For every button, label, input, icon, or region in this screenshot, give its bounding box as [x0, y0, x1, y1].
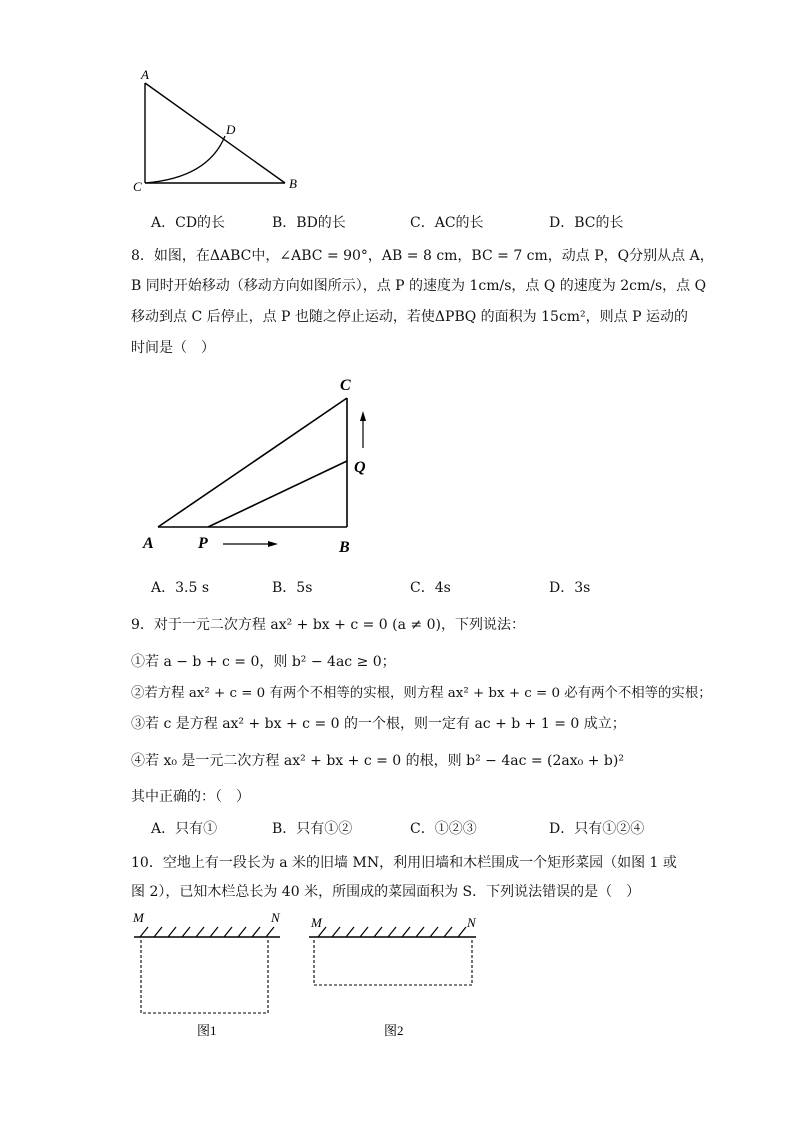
label-a: A: [141, 67, 149, 82]
label-b: B: [289, 176, 297, 191]
q9-option-b[interactable]: B．只有①②: [272, 821, 353, 837]
q9-statement-1: ①若 a − b + c = 0，则 b² − 4ac ≥ 0；: [131, 654, 396, 670]
q8-line3: 移动到点 C 后停止，点 P 也随之停止运动，若使ΔPBQ 的面积为 15cm²，则点 P 运动的: [131, 309, 688, 325]
q9-statement-3: ③若 c 是方程 ax² + bx + c = 0 的一个根，则一定有 ac + b + 1 = 0 成立；: [131, 716, 626, 732]
q9-option-a[interactable]: A．只有①: [151, 821, 218, 837]
q9-stem: 9．对于一元二次方程 ax² + bx + c = 0 (a ≠ 0)，下列说法：: [131, 617, 525, 633]
label-n: N: [271, 910, 280, 925]
q8-option-c[interactable]: C．4s: [410, 580, 451, 596]
q7-option-d[interactable]: D．BC的长: [549, 215, 624, 231]
q8-line4: 时间是（ ）: [131, 340, 215, 356]
label-m: M: [311, 915, 322, 930]
q8-option-a[interactable]: A．3.5 s: [151, 580, 210, 596]
fence-dashed: [141, 940, 268, 1013]
q10-figure-2: [306, 908, 486, 1043]
q7-option-b[interactable]: B．BD的长: [272, 215, 346, 231]
q9-option-c[interactable]: C．①②③: [410, 821, 477, 837]
side-ab: [145, 83, 285, 183]
caption-fig2: 图2: [384, 1023, 404, 1038]
q8-option-d[interactable]: D．3s: [549, 580, 591, 596]
arrow-p-head: [268, 541, 278, 547]
q9-ask: 其中正确的：（ ）: [131, 789, 250, 805]
label-n: N: [467, 915, 476, 930]
q9-option-d[interactable]: D．只有①②④: [549, 821, 645, 837]
q7-option-a[interactable]: A．CD的长: [151, 215, 226, 231]
label-q: Q: [354, 459, 366, 476]
q8-figure: [138, 372, 378, 562]
label-p: P: [198, 535, 208, 552]
fence-dashed: [314, 940, 472, 985]
q9-statement-4: ④若 x₀ 是一元二次方程 ax² + bx + c = 0 的根，则 b² − 4ac = (2ax₀ + b)²: [131, 753, 624, 769]
label-m: M: [133, 910, 144, 925]
q10-figure-1: [128, 908, 288, 1043]
label-a: A: [143, 535, 154, 552]
caption-fig1: 图1: [197, 1023, 217, 1038]
q8-line2: B 同时开始移动（移动方向如图所示），点 P 的速度为 1cm/s，点 Q 的速度为 2cm/s，点 Q: [131, 278, 707, 294]
label-c: C: [133, 179, 142, 194]
segment-pq: [208, 461, 347, 527]
q9-statement-2: ②若方程 ax² + c = 0 有两个不相等的实根，则方程 ax² + bx + c = 0 必有两个不相等的实根；: [131, 686, 712, 701]
label-d: D: [226, 122, 236, 137]
q7-figure: [130, 66, 310, 196]
wall-hatch: [140, 927, 274, 937]
label-b: B: [339, 539, 350, 556]
wall-hatch: [318, 927, 466, 937]
arrow-q-head: [360, 411, 366, 421]
q7-option-c[interactable]: C．AC的长: [410, 215, 484, 231]
q10-line1: 10．空地上有一段长为 a 米的旧墙 MN，利用旧墙和木栏围成一个矩形菜园（如图 1 或: [131, 855, 677, 871]
q8-line1: 8．如图，在ΔABC中，∠ABC = 90°，AB = 8 cm，BC = 7 cm，动点 P，Q分别从点 A，: [131, 248, 714, 264]
q8-option-b[interactable]: B．5s: [272, 580, 313, 596]
side-ac: [158, 398, 347, 527]
arc-cd: [145, 136, 225, 183]
label-c: C: [340, 377, 351, 394]
q10-line2: 图 2），已知木栏总长为 40 米，所围成的菜园面积为 S．下列说法错误的是（ ）: [131, 884, 641, 900]
